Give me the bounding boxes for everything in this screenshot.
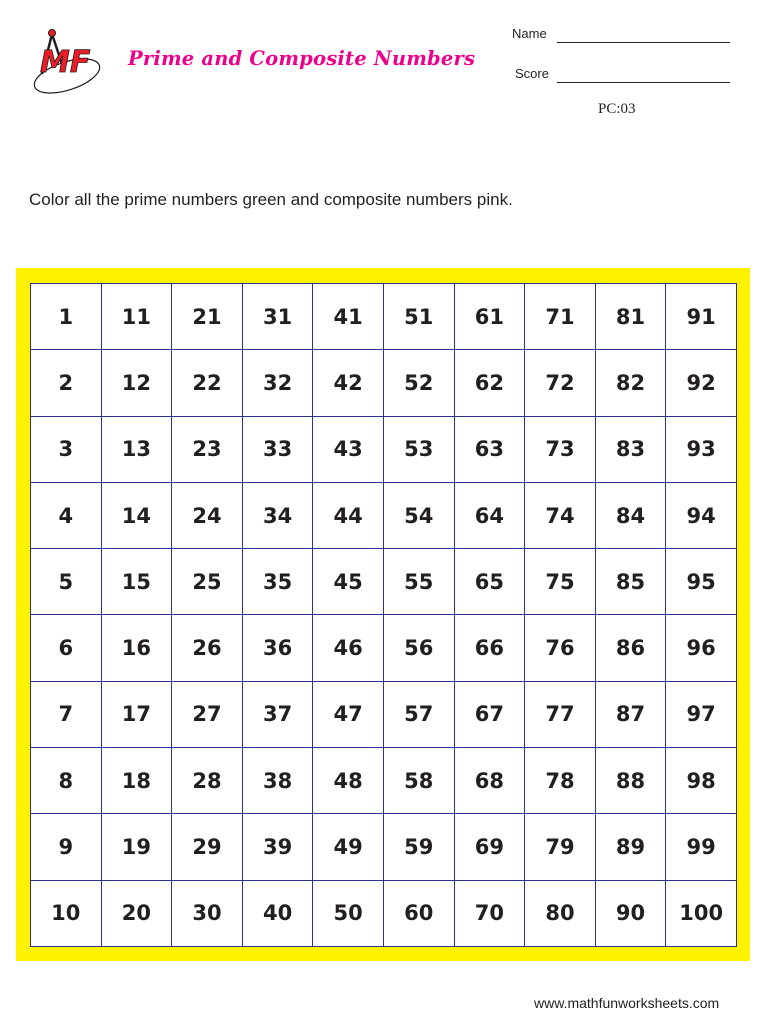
number-cell[interactable]: 100 <box>666 880 737 946</box>
number-cell[interactable]: 88 <box>595 748 666 814</box>
number-cell[interactable]: 67 <box>454 681 525 747</box>
number-cell[interactable]: 57 <box>383 681 454 747</box>
number-cell[interactable]: 38 <box>242 748 313 814</box>
number-cell[interactable]: 99 <box>666 814 737 880</box>
number-cell[interactable]: 69 <box>454 814 525 880</box>
number-cell[interactable]: 25 <box>172 549 243 615</box>
number-cell[interactable]: 3 <box>31 416 102 482</box>
number-cell[interactable]: 4 <box>31 482 102 548</box>
number-cell[interactable]: 47 <box>313 681 384 747</box>
number-cell[interactable]: 37 <box>242 681 313 747</box>
number-cell[interactable]: 43 <box>313 416 384 482</box>
number-cell[interactable]: 1 <box>31 284 102 350</box>
number-cell[interactable]: 97 <box>666 681 737 747</box>
number-cell[interactable]: 34 <box>242 482 313 548</box>
number-cell[interactable]: 28 <box>172 748 243 814</box>
grid-row <box>31 284 737 350</box>
name-field[interactable] <box>557 42 730 43</box>
number-cell[interactable]: 74 <box>525 482 596 548</box>
number-cell[interactable]: 30 <box>172 880 243 946</box>
grid-row <box>31 814 737 880</box>
number-cell[interactable]: 23 <box>172 416 243 482</box>
number-cell[interactable]: 85 <box>595 549 666 615</box>
grid-row <box>31 880 737 946</box>
grid-row <box>31 350 737 416</box>
grid-row <box>31 681 737 747</box>
number-cell[interactable]: 89 <box>595 814 666 880</box>
number-cell[interactable]: 16 <box>101 615 172 681</box>
number-cell[interactable]: 53 <box>383 416 454 482</box>
number-cell[interactable]: 15 <box>101 549 172 615</box>
compass-logo-icon <box>30 26 110 104</box>
number-cell[interactable]: 86 <box>595 615 666 681</box>
number-cell[interactable]: 80 <box>525 880 596 946</box>
number-cell[interactable]: 22 <box>172 350 243 416</box>
number-cell[interactable]: 90 <box>595 880 666 946</box>
number-cell[interactable]: 65 <box>454 549 525 615</box>
number-cell[interactable]: 27 <box>172 681 243 747</box>
number-cell[interactable]: 91 <box>666 284 737 350</box>
number-cell[interactable]: 54 <box>383 482 454 548</box>
number-cell[interactable]: 45 <box>313 549 384 615</box>
number-cell[interactable]: 46 <box>313 615 384 681</box>
number-cell[interactable]: 39 <box>242 814 313 880</box>
number-cell[interactable]: 83 <box>595 416 666 482</box>
number-cell[interactable]: 96 <box>666 615 737 681</box>
number-cell[interactable]: 21 <box>172 284 243 350</box>
logo-text: MF <box>40 45 91 80</box>
number-cell[interactable]: 31 <box>242 284 313 350</box>
number-cell[interactable]: 49 <box>313 814 384 880</box>
number-cell[interactable]: 9 <box>31 814 102 880</box>
number-cell[interactable]: 8 <box>31 748 102 814</box>
score-label: Score <box>515 66 549 81</box>
mathfun-logo <box>30 26 110 104</box>
number-cell[interactable]: 75 <box>525 549 596 615</box>
number-cell[interactable]: 58 <box>383 748 454 814</box>
number-cell[interactable]: 33 <box>242 416 313 482</box>
grid-row <box>31 615 737 681</box>
number-cell[interactable]: 71 <box>525 284 596 350</box>
score-field[interactable] <box>557 82 730 83</box>
number-cell[interactable]: 40 <box>242 880 313 946</box>
number-cell[interactable]: 55 <box>383 549 454 615</box>
number-cell[interactable]: 7 <box>31 681 102 747</box>
number-cell[interactable]: 10 <box>31 880 102 946</box>
number-cell[interactable]: 11 <box>101 284 172 350</box>
number-cell[interactable]: 79 <box>525 814 596 880</box>
number-cell[interactable]: 6 <box>31 615 102 681</box>
grid-row <box>31 549 737 615</box>
number-cell[interactable]: 59 <box>383 814 454 880</box>
grid-row <box>31 416 737 482</box>
number-cell[interactable]: 26 <box>172 615 243 681</box>
number-cell[interactable]: 29 <box>172 814 243 880</box>
grid-row <box>31 482 737 548</box>
number-cell[interactable]: 19 <box>101 814 172 880</box>
number-grid <box>30 283 737 947</box>
number-cell[interactable]: 51 <box>383 284 454 350</box>
number-cell[interactable]: 14 <box>101 482 172 548</box>
number-cell[interactable]: 98 <box>666 748 737 814</box>
number-cell[interactable]: 20 <box>101 880 172 946</box>
number-cell[interactable]: 63 <box>454 416 525 482</box>
name-label: Name <box>512 26 547 41</box>
number-cell[interactable]: 52 <box>383 350 454 416</box>
footer-url: www.mathfunworksheets.com <box>534 995 720 1011</box>
number-cell[interactable]: 13 <box>101 416 172 482</box>
page-title: Prime and Composite Numbers <box>128 47 476 70</box>
number-cell[interactable]: 92 <box>666 350 737 416</box>
number-cell[interactable]: 18 <box>101 748 172 814</box>
number-cell[interactable]: 68 <box>454 748 525 814</box>
instructions-text: Color all the prime numbers green and composite numbers pink. <box>29 190 513 209</box>
number-cell[interactable]: 50 <box>313 880 384 946</box>
number-cell[interactable]: 82 <box>595 350 666 416</box>
worksheet-code: PC:03 <box>598 101 636 117</box>
number-cell[interactable]: 56 <box>383 615 454 681</box>
number-cell[interactable]: 36 <box>242 615 313 681</box>
number-cell[interactable]: 41 <box>313 284 384 350</box>
number-cell[interactable]: 35 <box>242 549 313 615</box>
number-cell[interactable]: 12 <box>101 350 172 416</box>
number-cell[interactable]: 5 <box>31 549 102 615</box>
number-cell[interactable]: 62 <box>454 350 525 416</box>
number-cell[interactable]: 95 <box>666 549 737 615</box>
number-cell[interactable]: 70 <box>454 880 525 946</box>
number-cell[interactable]: 42 <box>313 350 384 416</box>
number-cell[interactable]: 17 <box>101 681 172 747</box>
number-cell[interactable]: 78 <box>525 748 596 814</box>
number-cell[interactable]: 76 <box>525 615 596 681</box>
number-cell[interactable]: 66 <box>454 615 525 681</box>
grid-row <box>31 748 737 814</box>
number-cell[interactable]: 24 <box>172 482 243 548</box>
number-cell[interactable]: 72 <box>525 350 596 416</box>
number-cell[interactable]: 44 <box>313 482 384 548</box>
number-cell[interactable]: 64 <box>454 482 525 548</box>
number-cell[interactable]: 32 <box>242 350 313 416</box>
number-cell[interactable]: 81 <box>595 284 666 350</box>
number-cell[interactable]: 73 <box>525 416 596 482</box>
number-cell[interactable]: 48 <box>313 748 384 814</box>
number-cell[interactable]: 77 <box>525 681 596 747</box>
number-cell[interactable]: 60 <box>383 880 454 946</box>
number-cell[interactable]: 2 <box>31 350 102 416</box>
number-cell[interactable]: 61 <box>454 284 525 350</box>
number-cell[interactable]: 84 <box>595 482 666 548</box>
number-cell[interactable]: 93 <box>666 416 737 482</box>
number-cell[interactable]: 94 <box>666 482 737 548</box>
number-cell[interactable]: 87 <box>595 681 666 747</box>
